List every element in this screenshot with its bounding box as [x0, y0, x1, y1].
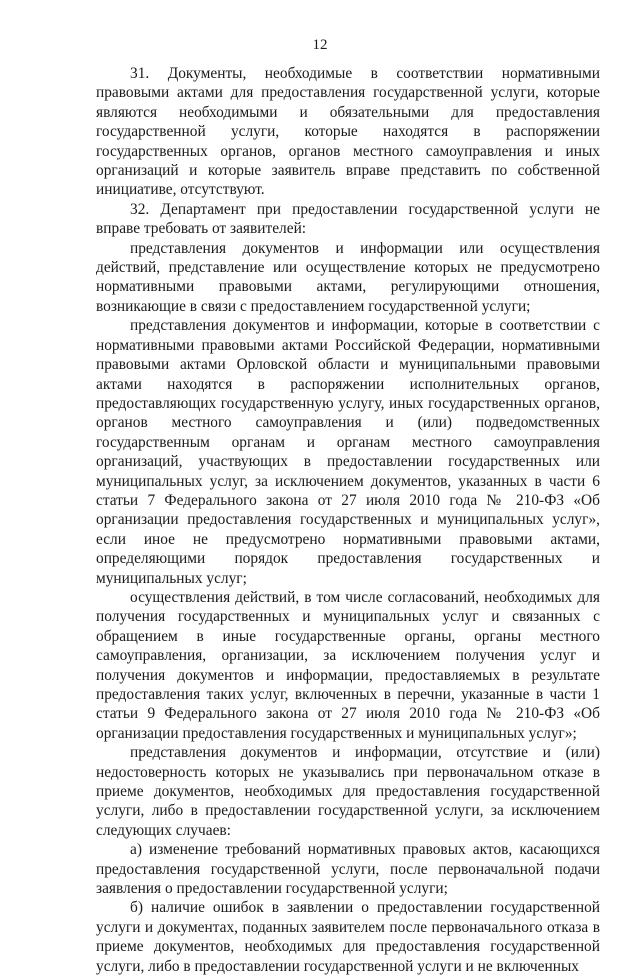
document-body [96, 64, 600, 976]
page-number: 12 [312, 37, 328, 53]
paragraph-case-a: а) изменение требований нормативных правовых актов, касающихся предоставления государственной услуги, после первоначальной подачи заявления о предоставлении государственной услуги; [96, 841, 600, 898]
paragraph-case-b: б) наличие ошибок в заявлении о предоставлении государственной услуги и документах, поданных заявителем после первоначального отказа в приеме документов, необходимых для предоставления государственной услуги, либо в предоставлении государственной услуги и не включенных [96, 899, 600, 975]
paragraph-31: 31. Документы, необходимые в соответствии нормативными правовыми актами для предоставления государственной услуги, которые являются необходимыми и обязательными для предоставления государственной услуги, которые находятся в распоряжении государственных органов, органов местного самоуправления и иных организаций и которые заявитель вправе представить по собственной инициативе, отсутствуют. [96, 65, 600, 199]
paragraph-requirement-1: представления документов и информации или осуществления действий, представление или осуществление которых не предусмотрено нормативными правовыми актами, регулирующими отношения, возникающие в связи с предоставлением государственной услуги; [96, 239, 600, 315]
paragraph-32: 32. Департамент при предоставлении государственной услуги не вправе требовать от заявителей: [96, 200, 600, 238]
paragraph-requirement-3: осуществления действий, в том числе согласований, необходимых для получения государственных и муниципальных услуг и связанных с обращением в иные государственные органы, органы местного самоуправления, организации, за исключением получения услуг и получения документов и информации, предоставляемых в результате предоставления таких услуг, включенных в перечни, указанные в части 1 статьи 9 Федерального закона от 27 июля 2010 года № 210-ФЗ «Об организации предоставления государственных и муниципальных услуг»; [96, 588, 600, 742]
paragraph-requirement-2: представления документов и информации, которые в соответствии с нормативными правовыми актами Российской Федерации, нормативными правовыми актами Орловской области и муниципальными правовыми актами находятся в распоряжении исполнительных органов, предоставляющих государственную услугу, иных государственных органов, органов местного самоуправления и (или) подведомственных государственным органам и органам местного самоуправления организаций, участвующих в предоставлении государственных или муниципальных услуг, за исключением документов, указанных в части 6 статьи 7 Федерального закона от 27 июля 2010 года № 210-ФЗ «Об организации предоставления государственных и муниципальных услуг», если иное не предусмотрено нормативными правовыми актами, определяющими порядок предоставления государственных и муниципальных услуг; [96, 317, 600, 587]
paragraph-requirement-4: представления документов и информации, отсутствие и (или) недостоверность которых не указывались при первоначальном отказе в приеме документов, необходимых для предоставления государственной услуги, либо в предоставлении государственной услуги, за исключением следующих случаев: [96, 744, 600, 839]
